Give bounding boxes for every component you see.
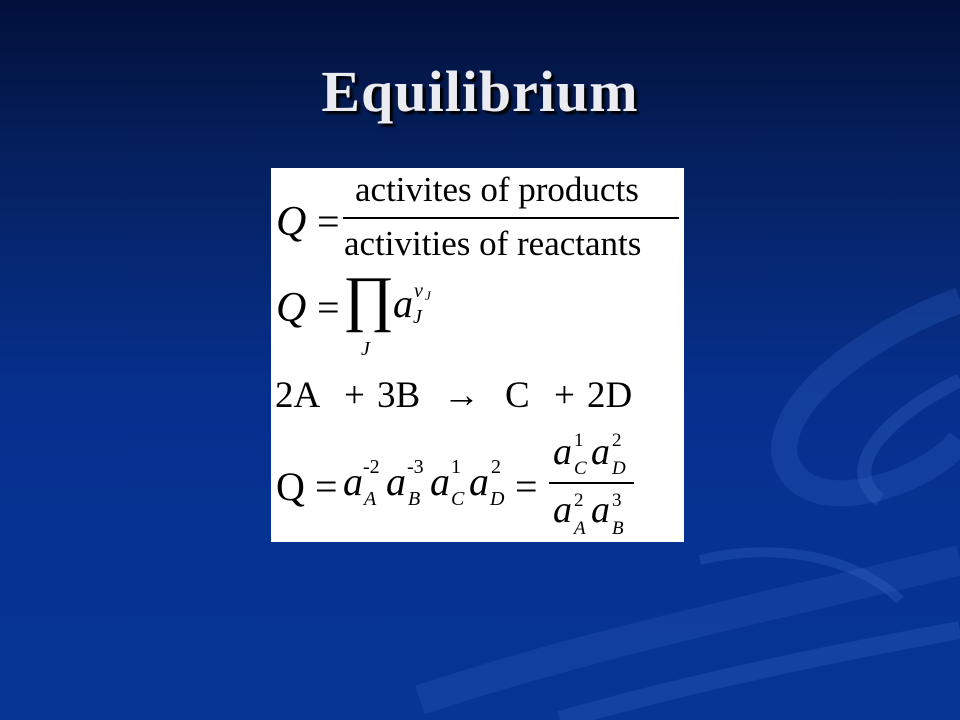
eq4-num-d-base: a	[591, 431, 610, 473]
eq3-reactant-a: 2A	[275, 375, 321, 416]
eq3-reactant-b: 3B	[377, 375, 421, 416]
eq4-equals-2: =	[515, 464, 538, 509]
eq2-lhs: Q	[276, 285, 307, 331]
eq4-num-c-exp: 1	[574, 430, 584, 451]
eq2-equals: =	[317, 285, 340, 330]
eq4-den-b-sub: B	[612, 518, 624, 539]
eq4-term-a-sub: A	[364, 488, 377, 510]
eq4-den-b-exp: 3	[612, 490, 622, 511]
eq4-term-c-sub: C	[451, 488, 465, 510]
eq2-exponent-nu: ν	[414, 280, 423, 302]
equation-panel	[271, 168, 684, 542]
eq4-den-a-sub: A	[574, 518, 586, 539]
eq2-product-index: J	[361, 338, 370, 360]
eq3-plus-2: +	[554, 375, 575, 416]
eq4-term-b-sub: B	[408, 488, 421, 510]
eq4-num-d-exp: 2	[612, 430, 622, 451]
eq4-equals-1: =	[315, 464, 338, 509]
eq4-term-b-exp: -3	[407, 456, 424, 478]
eq4-den-b-base: a	[591, 489, 610, 531]
eq3-plus-1: +	[344, 375, 365, 416]
eq4-term-b-base: a	[386, 459, 406, 504]
eq1-fraction-bar	[343, 217, 679, 219]
eq4-term-d-sub: D	[490, 488, 505, 510]
eq1-lhs: Q	[276, 199, 307, 245]
eq3-product-c: C	[505, 375, 530, 416]
eq2-product-symbol: ∏	[343, 265, 395, 333]
eq4-lhs: Q	[276, 464, 305, 509]
eq4-num-d-sub: D	[612, 458, 626, 479]
eq4-num-c-base: a	[553, 431, 572, 473]
eq4-term-d-exp: 2	[491, 456, 501, 478]
eq4-term-c-base: a	[430, 459, 450, 504]
eq4-term-a-exp: -2	[363, 456, 380, 478]
eq4-term-a-base: a	[343, 459, 363, 504]
slide-title: Equilibrium	[321, 59, 639, 124]
eq3-arrow: →	[443, 375, 480, 416]
eq1-denominator: activities of reactants	[344, 224, 642, 263]
eq1-equals: =	[317, 199, 340, 244]
eq4-fraction-bar	[549, 482, 634, 484]
eq2-exponent-sub: J	[425, 288, 431, 303]
eq2-base: a	[393, 281, 413, 326]
eq4-den-a-base: a	[553, 489, 572, 531]
eq2-base-sub: J	[413, 306, 422, 328]
eq3-product-d: 2D	[587, 375, 633, 416]
eq4-term-d-base: a	[469, 459, 489, 504]
eq4-den-a-exp: 2	[574, 490, 584, 511]
eq4-num-c-sub: C	[574, 458, 587, 479]
eq1-numerator: activites of products	[355, 170, 639, 209]
eq4-term-c-exp: 1	[451, 456, 461, 478]
